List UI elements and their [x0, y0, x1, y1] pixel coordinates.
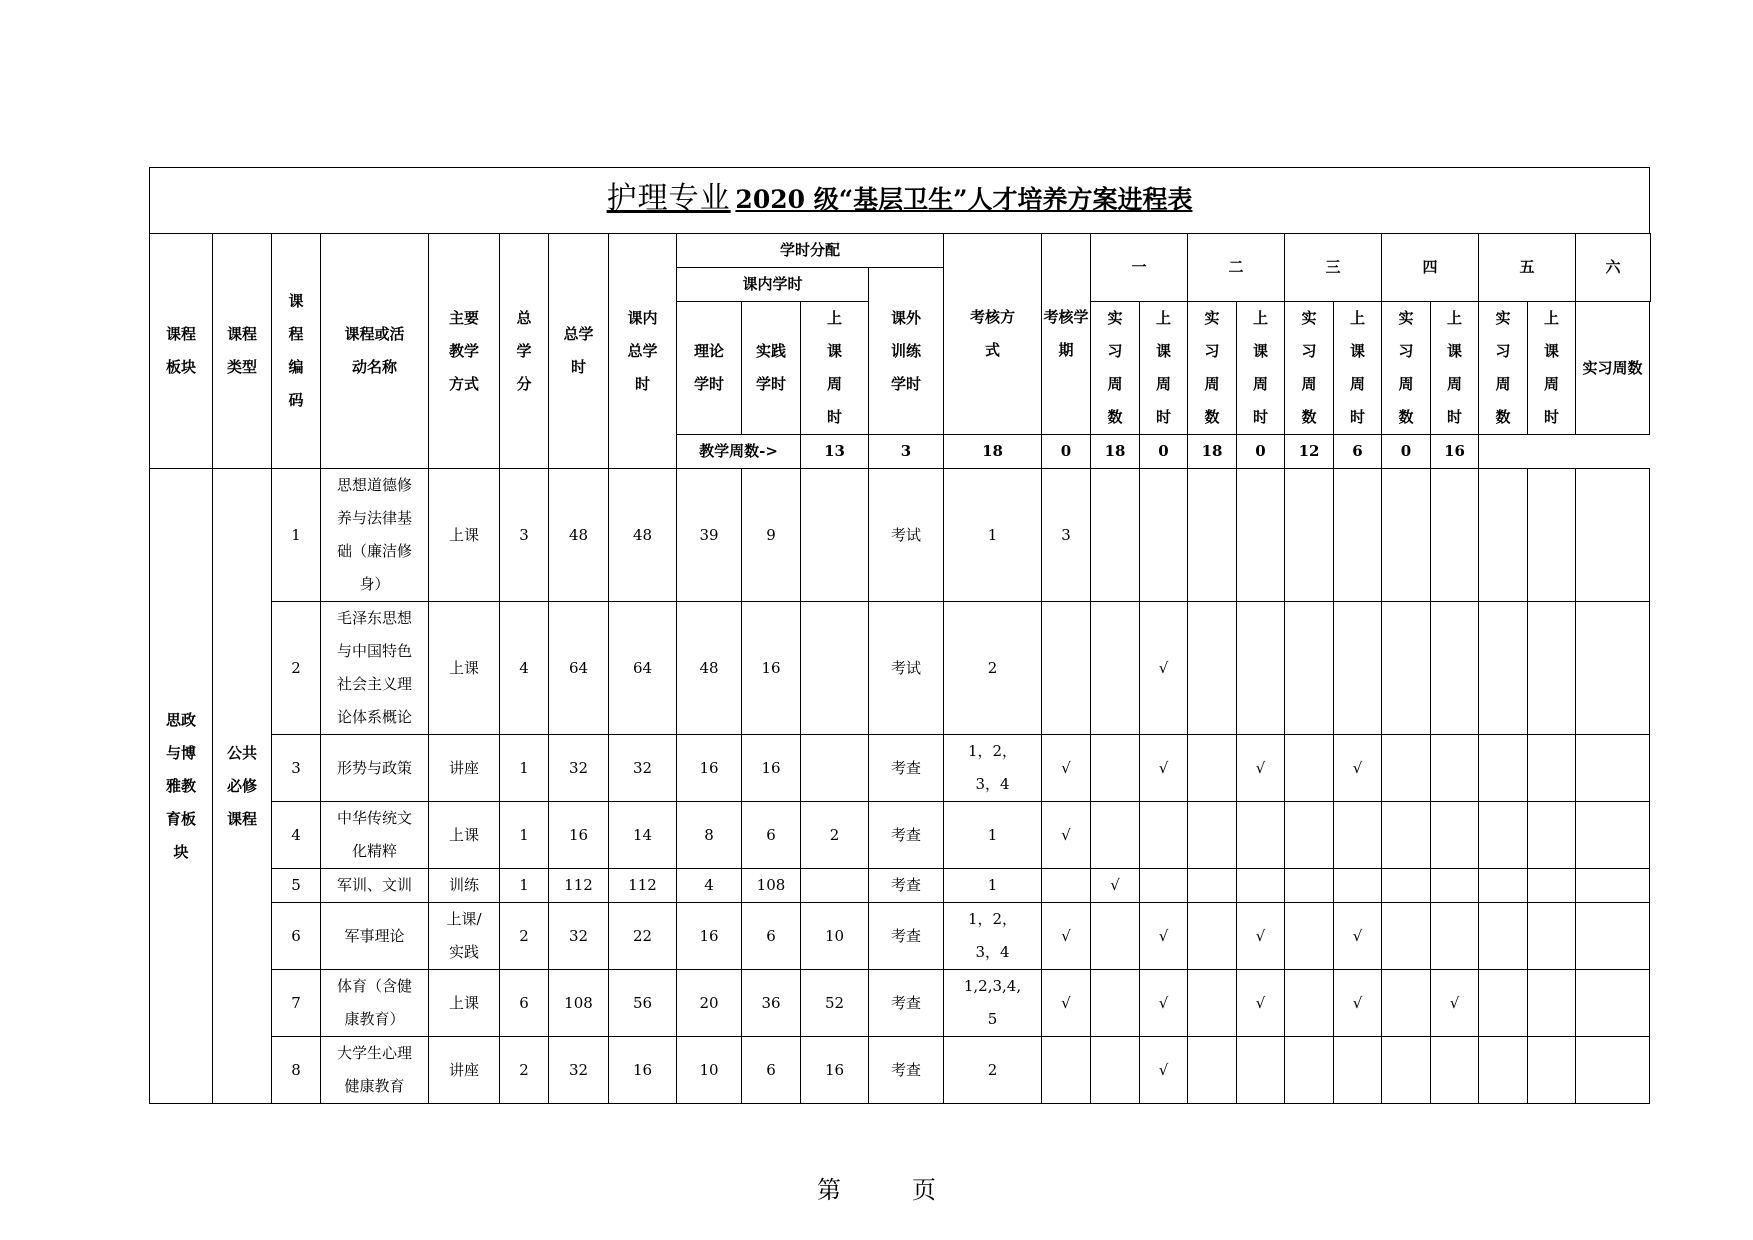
term-week-cell: [1382, 735, 1431, 802]
teaching-method: 讲座: [429, 1037, 500, 1104]
term-week-cell: [1188, 869, 1237, 903]
inclass-total-hours: 64: [609, 602, 677, 735]
teaching-method: 上课: [429, 469, 500, 602]
title-major: 护理专业: [606, 180, 731, 216]
term-week-cell: √: [1237, 735, 1285, 802]
inclass-total-hours: 22: [609, 903, 677, 970]
total-hours: 112: [549, 869, 609, 903]
total-hours: 108: [549, 970, 609, 1037]
assess-method: 考查: [869, 1037, 944, 1104]
total-hours: 32: [549, 735, 609, 802]
term-week-cell: [1431, 469, 1479, 602]
credits: 6: [500, 970, 549, 1037]
header-class-hours-t5: 上课周时: [1431, 302, 1479, 435]
term-week-cell: √: [1042, 903, 1091, 970]
term-week-cell: [1188, 1037, 1237, 1104]
term-week-cell: [1334, 602, 1382, 735]
term-week-cell: [1042, 602, 1091, 735]
term-week-cell: [1576, 1037, 1650, 1104]
theory-hours: 16: [677, 903, 742, 970]
course-code: 7: [272, 970, 321, 1037]
header-total-hours: 总学时: [549, 234, 609, 469]
term-1: 一: [1091, 234, 1188, 302]
header-theory: 理论学时: [677, 302, 742, 435]
assess-term: 1: [944, 802, 1042, 869]
course-code: 1: [272, 469, 321, 602]
header-hours-dist: 学时分配: [677, 234, 944, 268]
extra-hours: [801, 602, 869, 735]
inclass-total-hours: 112: [609, 869, 677, 903]
theory-hours: 39: [677, 469, 742, 602]
header-practice-weeks-t5: 实习周数: [1479, 302, 1528, 435]
total-hours: 16: [549, 802, 609, 869]
practice-hours: 6: [742, 802, 801, 869]
term-week-cell: [1091, 735, 1140, 802]
teaching-weeks-value: 0: [1042, 435, 1091, 469]
header-class-hours-t2: 上课周时: [1140, 302, 1188, 435]
term-week-cell: [1091, 970, 1140, 1037]
term-week-cell: √: [1140, 903, 1188, 970]
extra-hours: [801, 869, 869, 903]
table-row: [150, 970, 1651, 1037]
term-week-cell: [1382, 602, 1431, 735]
header-practice: 实践学时: [742, 302, 801, 435]
term-week-cell: √: [1237, 970, 1285, 1037]
module-cell: 思政与博雅教育板块: [150, 469, 213, 1104]
term-week-cell: [1528, 903, 1576, 970]
assess-method: 考查: [869, 970, 944, 1037]
course-name: 中华传统文化精粹: [321, 802, 429, 869]
teaching-weeks-value: 3: [869, 435, 944, 469]
term-week-cell: [1188, 602, 1237, 735]
term-week-cell: [1479, 469, 1528, 602]
footer-right: 页: [911, 1176, 936, 1204]
term-week-cell: [1576, 970, 1650, 1037]
table-row: [150, 903, 1651, 970]
term-week-cell: [1431, 869, 1479, 903]
teaching-method: 训练: [429, 869, 500, 903]
term-week-cell: [1576, 602, 1650, 735]
term-week-cell: [1479, 735, 1528, 802]
extra-hours: 52: [801, 970, 869, 1037]
extra-hours: 16: [801, 1037, 869, 1104]
table-row: [150, 1037, 1651, 1104]
term-5: 五: [1479, 234, 1576, 302]
term-week-cell: [1042, 1037, 1091, 1104]
term-week-cell: [1091, 1037, 1140, 1104]
theory-hours: 4: [677, 869, 742, 903]
teaching-method: 上课: [429, 602, 500, 735]
course-code: 6: [272, 903, 321, 970]
term-week-cell: [1188, 735, 1237, 802]
course-name: 思想道德修养与法律基础（廉洁修身）: [321, 469, 429, 602]
plan-table: [149, 167, 1651, 1104]
teaching-weeks-label: 教学周数->: [677, 435, 801, 469]
header-inclass-hours: 课内学时: [677, 268, 869, 302]
teaching-method: 上课: [429, 802, 500, 869]
theory-hours: 10: [677, 1037, 742, 1104]
term-week-cell: √: [1042, 970, 1091, 1037]
course-code: 5: [272, 869, 321, 903]
term-week-cell: [1382, 903, 1431, 970]
credits: 1: [500, 869, 549, 903]
teaching-weeks-value: 6: [1334, 435, 1382, 469]
teaching-weeks-value: 0: [1237, 435, 1285, 469]
teaching-weeks-value: 0: [1140, 435, 1188, 469]
term-week-cell: [1140, 869, 1188, 903]
term-week-cell: [1237, 602, 1285, 735]
course-code: 4: [272, 802, 321, 869]
term-week-cell: [1528, 602, 1576, 735]
term-week-cell: √: [1140, 602, 1188, 735]
practice-hours: 16: [742, 735, 801, 802]
theory-hours: 20: [677, 970, 742, 1037]
credits: 2: [500, 903, 549, 970]
term-week-cell: [1479, 903, 1528, 970]
term-week-cell: √: [1334, 735, 1382, 802]
practice-hours: 9: [742, 469, 801, 602]
term-week-cell: [1576, 903, 1650, 970]
header-assess-term: 考核学期: [1042, 234, 1091, 435]
term-week-cell: [1479, 869, 1528, 903]
term-week-cell: [1285, 970, 1334, 1037]
assess-method: 考查: [869, 869, 944, 903]
term-week-cell: [1140, 802, 1188, 869]
term-week-cell: [1091, 903, 1140, 970]
term-week-cell: √: [1334, 970, 1382, 1037]
assess-term: 2: [944, 602, 1042, 735]
title-rest: 2020 级“基层卫生”人才培养方案进程表: [735, 184, 1193, 214]
course-code: 3: [272, 735, 321, 802]
term-week-cell: [1285, 735, 1334, 802]
inclass-total-hours: 14: [609, 802, 677, 869]
header-practice-weeks-t4: 实习周数: [1382, 302, 1431, 435]
assess-term: 1，2，3，4: [944, 735, 1042, 802]
assess-term: 2: [944, 1037, 1042, 1104]
table-row: [150, 469, 1651, 602]
course-name: 大学生心理健康教育: [321, 1037, 429, 1104]
term-week-cell: [1188, 802, 1237, 869]
header-class-hours-t4: 上课周时: [1334, 302, 1382, 435]
teaching-weeks-value: 13: [801, 435, 869, 469]
inclass-total-hours: 56: [609, 970, 677, 1037]
term-week-cell: [1576, 735, 1650, 802]
term-week-cell: [1285, 469, 1334, 602]
teaching-method: 上课: [429, 970, 500, 1037]
table-row: [150, 602, 1651, 735]
term-week-cell: √: [1140, 970, 1188, 1037]
assess-method: 考查: [869, 735, 944, 802]
teaching-weeks-value: 18: [1091, 435, 1140, 469]
course-name: 毛泽东思想与中国特色社会主义理论体系概论: [321, 602, 429, 735]
term-week-cell: [1334, 1037, 1382, 1104]
course-code: 8: [272, 1037, 321, 1104]
credits: 1: [500, 735, 549, 802]
teaching-weeks-value: 16: [1431, 435, 1479, 469]
term-week-cell: [1528, 469, 1576, 602]
extra-hours: [801, 735, 869, 802]
total-hours: 48: [549, 469, 609, 602]
header-code: 课程编码: [272, 234, 321, 469]
term-week-cell: [1237, 469, 1285, 602]
header-credits: 总学分: [500, 234, 549, 469]
course-code: 2: [272, 602, 321, 735]
table-title: [150, 168, 1650, 234]
term-week-cell: [1237, 1037, 1285, 1104]
inclass-total-hours: 16: [609, 1037, 677, 1104]
term-week-cell: [1528, 1037, 1576, 1104]
teaching-weeks-value: 18: [1188, 435, 1237, 469]
term-week-cell: 3: [1042, 469, 1091, 602]
term-week-cell: [1237, 869, 1285, 903]
term-week-cell: [1334, 469, 1382, 602]
course-name: 形势与政策: [321, 735, 429, 802]
header-method: 主要教学方式: [429, 234, 500, 469]
term-week-cell: [1528, 970, 1576, 1037]
term-2: 二: [1188, 234, 1285, 302]
term-week-cell: [1334, 869, 1382, 903]
term-week-cell: [1091, 469, 1140, 602]
term-week-cell: √: [1091, 869, 1140, 903]
header-class-hours-t1: 上课周时: [801, 302, 869, 435]
extra-hours: [801, 469, 869, 602]
total-hours: 32: [549, 903, 609, 970]
header-practice-weeks-t6: 实习周数: [1576, 302, 1650, 435]
teaching-weeks-value: 18: [944, 435, 1042, 469]
term-3: 三: [1285, 234, 1382, 302]
term-week-cell: [1285, 1037, 1334, 1104]
practice-hours: 36: [742, 970, 801, 1037]
theory-hours: 8: [677, 802, 742, 869]
term-week-cell: [1431, 802, 1479, 869]
header-practice-weeks-t1: 实习周数: [1091, 302, 1140, 435]
type-cell: 公共必修课程: [213, 469, 272, 1104]
term-week-cell: [1528, 735, 1576, 802]
credits: 4: [500, 602, 549, 735]
practice-hours: 108: [742, 869, 801, 903]
term-week-cell: √: [1334, 903, 1382, 970]
header-extra: 课外训练学时: [869, 268, 944, 435]
term-week-cell: [1382, 802, 1431, 869]
header-class-hours-t6: 上课周时: [1528, 302, 1576, 435]
term-week-cell: √: [1140, 1037, 1188, 1104]
term-week-cell: [1334, 802, 1382, 869]
term-week-cell: [1091, 802, 1140, 869]
assess-method: 考查: [869, 903, 944, 970]
assess-method: 考试: [869, 602, 944, 735]
total-hours: 32: [549, 1037, 609, 1104]
assess-term: 1,2,3,4,5: [944, 970, 1042, 1037]
credits: 1: [500, 802, 549, 869]
term-week-cell: [1382, 1037, 1431, 1104]
assess-method: 考试: [869, 469, 944, 602]
term-week-cell: [1188, 469, 1237, 602]
table-row: [150, 869, 1651, 903]
term-week-cell: [1528, 802, 1576, 869]
inclass-total-hours: 32: [609, 735, 677, 802]
term-week-cell: [1382, 869, 1431, 903]
term-week-cell: [1479, 1037, 1528, 1104]
header-practice-weeks-t3: 实习周数: [1285, 302, 1334, 435]
inclass-total-hours: 48: [609, 469, 677, 602]
teaching-weeks-value: 12: [1285, 435, 1334, 469]
term-week-cell: [1237, 802, 1285, 869]
term-week-cell: [1285, 602, 1334, 735]
header-inclass-total: 课内总学时: [609, 234, 677, 469]
term-week-cell: √: [1140, 735, 1188, 802]
course-name: 体育（含健康教育）: [321, 970, 429, 1037]
header-class-hours-t3: 上课周时: [1237, 302, 1285, 435]
header-module: 课程板块: [150, 234, 213, 469]
page-footer: [0, 1170, 1753, 1205]
teaching-method: 讲座: [429, 735, 500, 802]
header-practice-weeks-t2: 实习周数: [1188, 302, 1237, 435]
table-row: [150, 802, 1651, 869]
term-week-cell: [1382, 970, 1431, 1037]
term-week-cell: [1431, 602, 1479, 735]
term-week-cell: √: [1237, 903, 1285, 970]
course-name: 军训、文训: [321, 869, 429, 903]
theory-hours: 48: [677, 602, 742, 735]
teaching-method: 上课/实践: [429, 903, 500, 970]
total-hours: 64: [549, 602, 609, 735]
practice-hours: 6: [742, 1037, 801, 1104]
term-week-cell: [1479, 602, 1528, 735]
term-week-cell: [1042, 869, 1091, 903]
header-assess-method: 考核方式: [944, 234, 1042, 435]
term-6: 六: [1576, 234, 1651, 302]
term-week-cell: [1431, 1037, 1479, 1104]
term-week-cell: [1188, 970, 1237, 1037]
assess-term: 1: [944, 869, 1042, 903]
term-week-cell: [1285, 869, 1334, 903]
term-week-cell: [1140, 469, 1188, 602]
practice-hours: 16: [742, 602, 801, 735]
table-row: [150, 735, 1651, 802]
term-week-cell: [1479, 802, 1528, 869]
term-week-cell: [1188, 903, 1237, 970]
extra-hours: 2: [801, 802, 869, 869]
footer-left: 第: [817, 1176, 842, 1204]
term-week-cell: √: [1042, 802, 1091, 869]
term-4: 四: [1382, 234, 1479, 302]
credits: 3: [500, 469, 549, 602]
theory-hours: 16: [677, 735, 742, 802]
practice-hours: 6: [742, 903, 801, 970]
assess-term: 1: [944, 469, 1042, 602]
term-week-cell: [1382, 469, 1431, 602]
teaching-weeks-value: 0: [1382, 435, 1431, 469]
credits: 2: [500, 1037, 549, 1104]
term-week-cell: [1285, 903, 1334, 970]
assess-method: 考查: [869, 802, 944, 869]
term-week-cell: [1431, 735, 1479, 802]
term-week-cell: [1528, 869, 1576, 903]
header-name: 课程或活动名称: [321, 234, 429, 469]
term-week-cell: [1576, 869, 1650, 903]
assess-term: 1，2，3，4: [944, 903, 1042, 970]
footer-page-number: [873, 1176, 881, 1204]
course-name: 军事理论: [321, 903, 429, 970]
term-week-cell: √: [1431, 970, 1479, 1037]
extra-hours: 10: [801, 903, 869, 970]
header-type: 课程类型: [213, 234, 272, 469]
term-week-cell: [1091, 602, 1140, 735]
term-week-cell: [1576, 469, 1650, 602]
term-week-cell: [1576, 802, 1650, 869]
term-week-cell: [1479, 970, 1528, 1037]
term-week-cell: [1431, 903, 1479, 970]
term-week-cell: √: [1042, 735, 1091, 802]
term-week-cell: [1285, 802, 1334, 869]
